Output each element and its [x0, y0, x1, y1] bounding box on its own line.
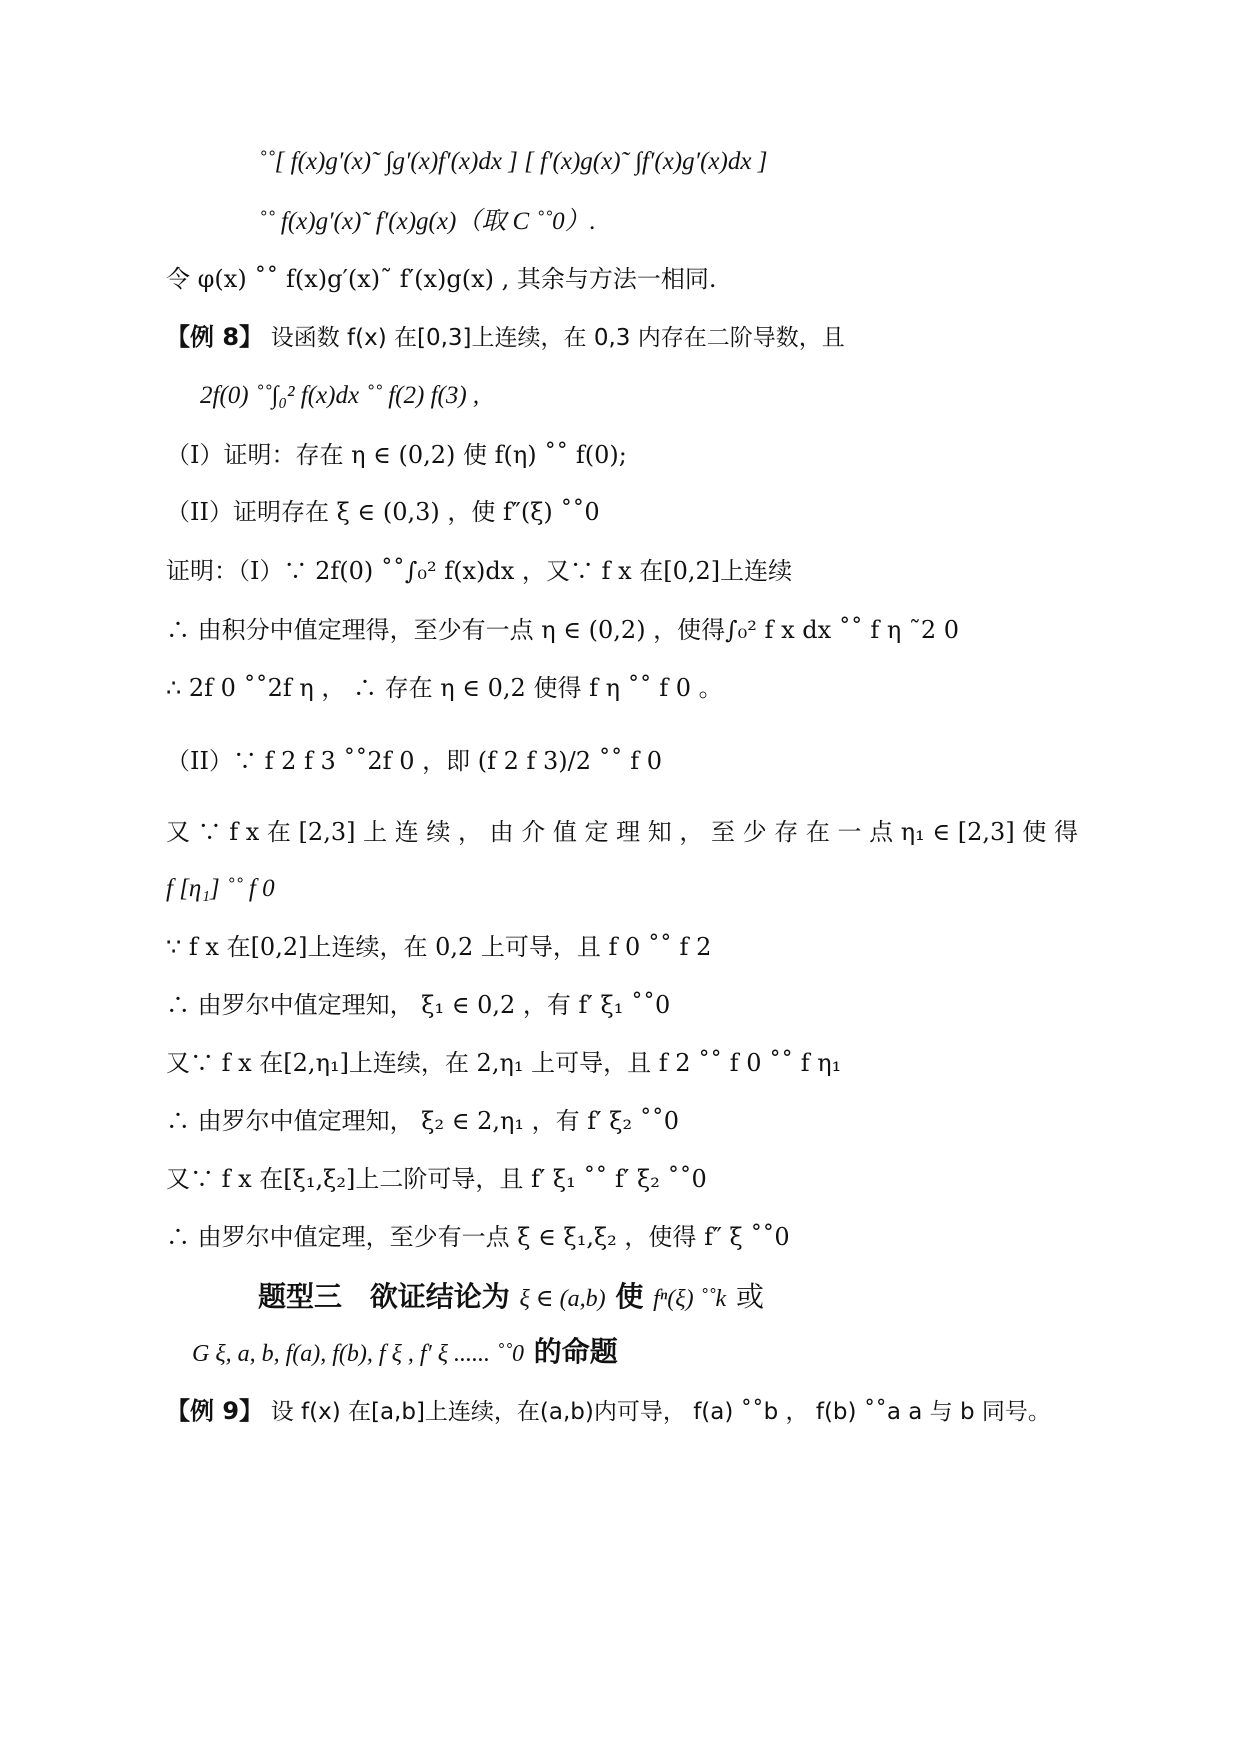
proof-line-2: ∴ 由积分中值定理得，至少有一点 η ∈ (0,2) ，使得∫₀² f x dx ˚˚ f η ˜2 0	[166, 616, 960, 644]
example-8-statement: 设函数 f(x) 在[0,3]上连续，在 0,3 内存在二阶导数，且	[270, 325, 845, 351]
proof-line-10: ∴ 由罗尔中值定理知， ξ₂ ∈ 2,η₁ ，有 f′ ξ₂ ˚˚0	[166, 1107, 679, 1135]
example-8-label: 【例 8】	[166, 323, 264, 351]
heading-text-b: 使	[615, 1280, 644, 1313]
proof-line-3: ∴ 2f 0 ˚˚2f η ， ∴ 存在 η ∈ 0,2 使得 f η ˚˚ f 0 。	[166, 674, 723, 702]
proof-line-8: ∴ 由罗尔中值定理知， ξ₁ ∈ 0,2 ，有 f′ ξ₁ ˚˚0	[166, 991, 671, 1019]
let-statement: 令 φ(x) ˚˚ f(x)g′(x)˜ f′(x)g(x) , 其余与方法一相同.	[166, 265, 717, 293]
heading-math-c: G ξ, a, b, f(a), f(b), f ξ , f′ ξ ...... ˚˚0	[192, 1341, 525, 1367]
equation-line-2: ˚˚ f(x)g′(x)˜ f′(x)g(x)（取 C ˚˚0）.	[258, 208, 596, 235]
heading-text-a: 欲证结论为	[369, 1280, 510, 1313]
heading-math-b: fⁿ(ξ) ˚˚k	[653, 1286, 727, 1312]
example-8-line	[166, 322, 845, 353]
proof-line-1: 证明：（I）∵ 2f(0) ˚˚∫₀² f(x)dx ，又∵ f x 在[0,2]上连续	[166, 557, 793, 585]
proof-line-7: ∵ f x 在[0,2]上连续，在 0,2 上可导，且 f 0 ˚˚ f 2	[166, 933, 712, 961]
equation-line-1: ˚˚[ f(x)g′(x)˜ ∫g′(x)f′(x)dx ] [ f′(x)g(x)˜ ∫f′(x)g′(x)dx ]	[258, 148, 768, 175]
part-2-statement: （II）证明存在 ξ ∈ (0,3) ，使 f″(ξ) ˚˚0	[166, 498, 600, 526]
section-heading-line-1	[258, 1282, 764, 1314]
heading-text-d: 的命题	[533, 1335, 618, 1368]
proof-line-4: （II）∵ f 2 f 3 ˚˚2f 0 ，即 (f 2 f 3)/2 ˚˚ f 0	[166, 747, 663, 775]
proof-line-6: f [η₁] ˚˚ f 0	[166, 875, 275, 902]
heading-math-a: ξ ∈ (a,b)	[519, 1286, 606, 1312]
proof-line-9: 又∵ f x 在[2,η₁]上连续，在 2,η₁ 上可导，且 f 2 ˚˚ f 0 ˚˚ f η₁	[166, 1049, 842, 1077]
proof-line-12: ∴ 由罗尔中值定理，至少有一点 ξ ∈ ξ₁,ξ₂ ，使得 f″ ξ ˚˚0	[166, 1223, 790, 1251]
heading-text-c: 或	[735, 1280, 764, 1313]
example-9-label: 【例 9】	[166, 1397, 264, 1425]
proof-line-5: 又 ∵ f x 在 [2,3] 上 连 续 ， 由 介 值 定 理 知 ， 至 少 存 在 一 点 η₁ ∈ [2,3] 使 得	[166, 818, 1078, 846]
section-heading-line-2	[192, 1337, 618, 1369]
example-9-statement: 设 f(x) 在[a,b]上连续，在(a,b)内可导， f(a) ˚˚b ， f(b) ˚˚a a 与 b 同号。	[270, 1399, 1051, 1425]
proof-line-11: 又∵ f x 在[ξ₁,ξ₂]上二阶可导，且 f′ ξ₁ ˚˚ f′ ξ₂ ˚˚0	[166, 1165, 707, 1193]
example-8-equation: 2f(0) ˚˚∫₀² f(x)dx ˚˚ f(2) f(3) ,	[200, 382, 480, 409]
example-9-line	[166, 1396, 1051, 1427]
part-1-statement: （I）证明：存在 η ∈ (0,2) 使 f(η) ˚˚ f(0);	[166, 441, 627, 469]
heading-type: 题型三	[258, 1280, 343, 1313]
